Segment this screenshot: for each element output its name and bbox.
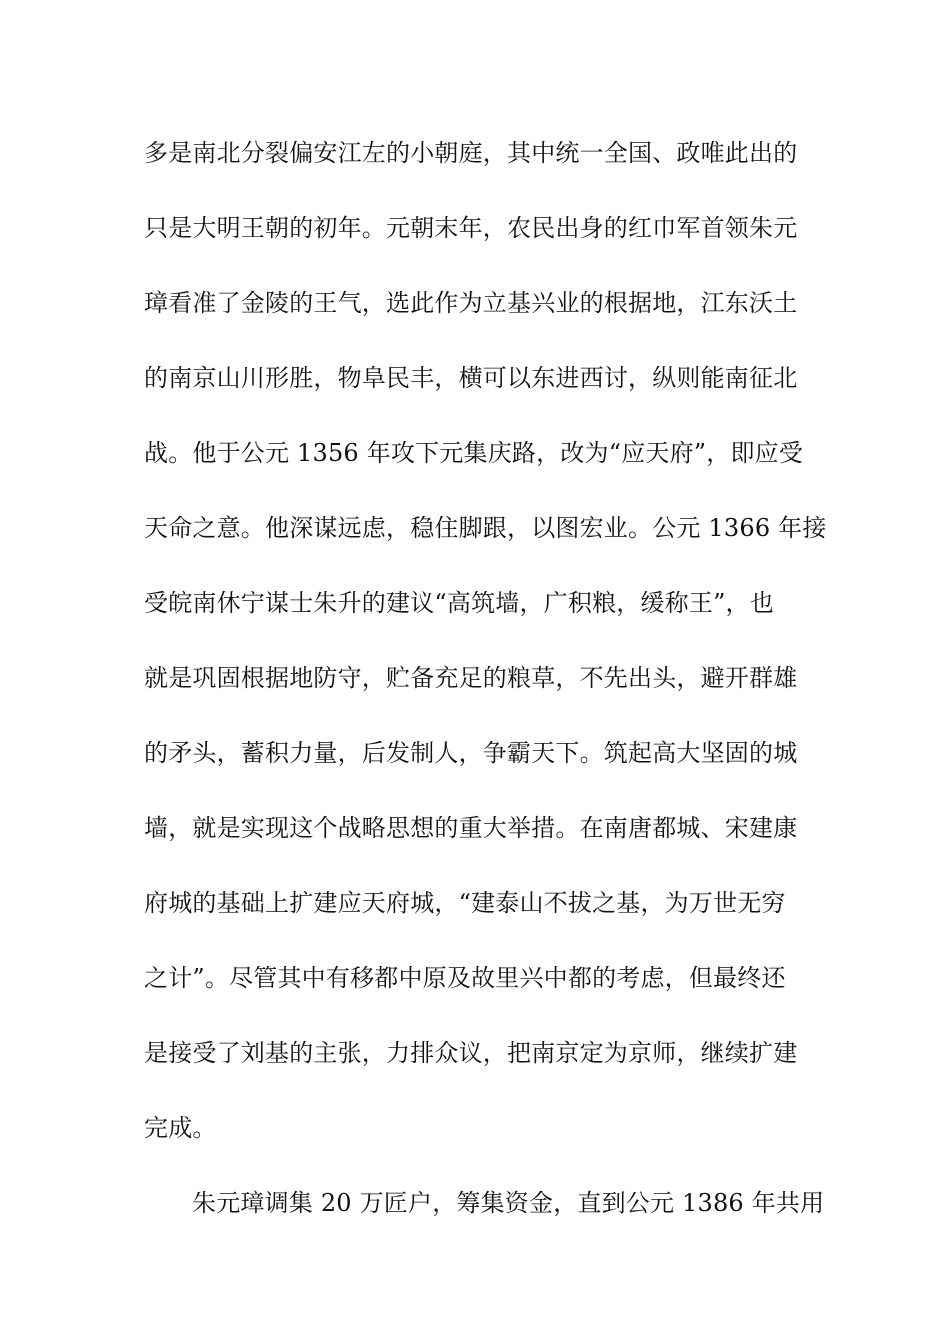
text-line: 是接受了刘基的主张，力排众议，把南京定为京师，继续扩建 [144,1039,798,1067]
paragraph-start-line: 朱元璋调集 20 万匠户，筹集资金，直到公元 1386 年共用 [192,1189,825,1217]
text-line: 完成。 [144,1114,217,1142]
text-line: 多是南北分裂偏安江左的小朝庭，其中统一全国、政唯此出的 [144,139,798,167]
text-line: 天命之意。他深谋远虑，稳住脚跟，以图宏业。公元 1366 年接 [144,514,827,542]
text-line: 战。他于公元 1356 年攻下元集庆路，改为“应天府”，即应受 [144,439,804,467]
text-line: 的南京山川形胜，物阜民丰，横可以东进西讨，纵则能南征北 [144,364,798,392]
text-line: 府城的基础上扩建应天府城，“建泰山不拔之基，为万世无穷 [144,889,786,917]
text-line: 只是大明王朝的初年。元朝末年，农民出身的红巾军首领朱元 [144,214,798,242]
text-line: 璋看准了金陵的王气，选此作为立基兴业的根据地，江东沃土 [144,289,798,317]
text-line: 就是巩固根据地防守，贮备充足的粮草，不先出头，避开群雄 [144,664,798,692]
body-text [144,131,827,1256]
text-line: 之计”。尽管其中有移都中原及故里兴中都的考虑，但最终还 [144,964,786,992]
text-line: 墙，就是实现这个战略思想的重大举措。在南唐都城、宋建康 [144,814,798,842]
text-line: 的矛头，蓄积力量，后发制人，争霸天下。筑起高大坚固的城 [144,739,798,767]
text-line: 受皖南休宁谋士朱升的建议“高筑墙，广积粮，缓称王”，也 [144,589,774,617]
